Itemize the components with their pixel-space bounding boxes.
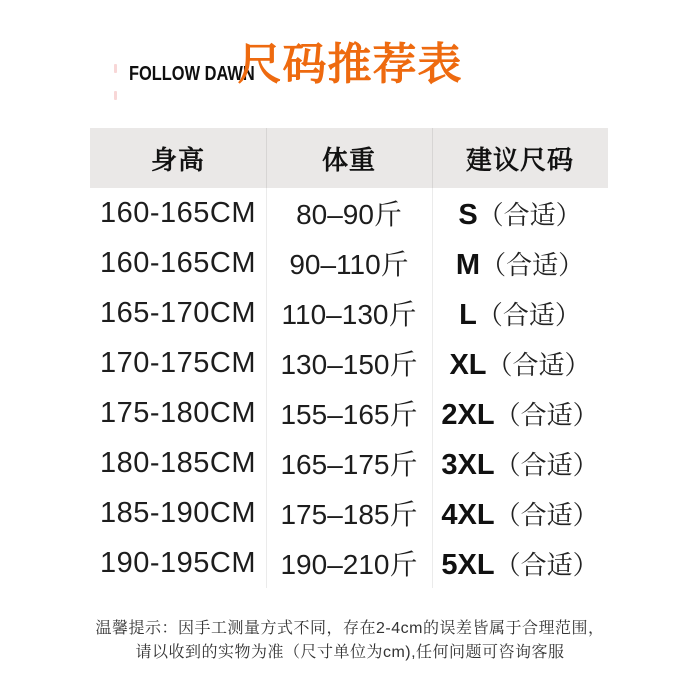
cell-size [432,245,608,282]
cell-size [432,545,608,582]
header-cell-weight: 体重 [321,144,376,175]
cell-weight: 110–130斤 [281,299,417,330]
size-label: 3XL [441,448,495,481]
cell-weight: 90–110斤 [289,249,409,280]
footer-note [0,617,700,665]
size-table-body [90,188,608,588]
table-row [90,288,608,338]
cell-weight: 165–175斤 [280,449,418,480]
fit-label: （合适） [494,549,599,580]
fit-label: （合适） [494,449,599,480]
watermark-artifact [114,91,117,100]
size-label: L [459,298,477,331]
cell-height: 175-180CM [99,396,257,429]
table-row [90,338,608,388]
fit-label: （合适） [494,499,599,530]
fit-label: （合适） [494,399,599,430]
size-label: M [455,248,481,281]
cell-weight: 130–150斤 [280,349,418,380]
table-row [90,538,608,588]
cell-height: 170-175CM [99,346,257,379]
cell-weight: 190–210斤 [280,549,418,580]
table-header-row [90,128,608,188]
page-title: 尺码推荐表 [237,40,463,89]
fit-label: （合适） [477,199,582,230]
cell-size [432,445,608,482]
cell-height: 160-165CM [99,246,257,279]
cell-size [432,295,608,332]
cell-weight: 80–90斤 [296,199,402,230]
size-label: XL [449,348,487,381]
cell-size [432,345,608,382]
fit-label: （合适） [480,249,585,280]
size-label: 5XL [441,548,495,581]
table-row [90,238,608,288]
cell-height: 160-165CM [99,196,257,229]
table-row [90,438,608,488]
cell-weight: 175–185斤 [280,499,418,530]
fit-label: （合适） [476,299,581,330]
cell-height: 190-195CM [99,546,257,579]
header-cell-size: 建议尺码 [465,144,574,175]
size-label: S [458,198,478,231]
size-label: 4XL [441,498,495,531]
note-line-1: 温馨提示：因手工测量方式不同，存在2-4cm的误差皆属于合理范围， [95,620,605,637]
fit-label: （合适） [486,349,591,380]
brand-logo: FOLLOW DAWN [129,63,255,85]
cell-height: 165-170CM [99,296,257,329]
cell-size [432,495,608,532]
header-cell-height: 身高 [150,144,205,175]
cell-weight: 155–165斤 [280,399,418,430]
size-table [90,128,608,588]
cell-height: 180-185CM [99,446,257,479]
table-row [90,188,608,238]
table-row [90,488,608,538]
cell-size [432,195,608,232]
size-label: 2XL [441,398,495,431]
note-line-2: 请以收到的实物为准（尺寸单位为cm),任何问题可咨询客服 [135,644,565,661]
cell-height: 185-190CM [99,496,257,529]
cell-size [432,395,608,432]
table-row [90,388,608,438]
